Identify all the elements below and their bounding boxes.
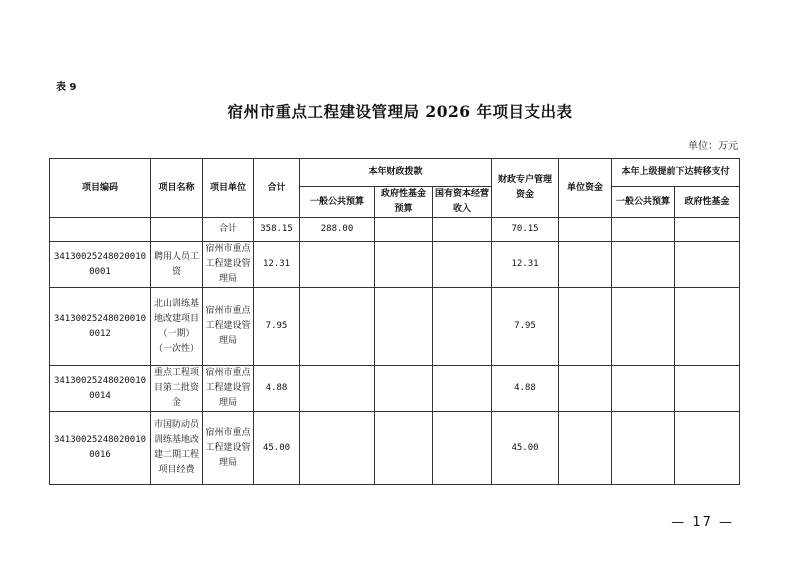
row-total: 45.00 — [254, 412, 300, 485]
summary-special: 70.15 — [492, 218, 559, 242]
table-row — [50, 366, 740, 412]
row-special: 4.88 — [492, 366, 559, 412]
page-number: — 17 — — [671, 515, 734, 530]
row-special: 45.00 — [492, 412, 559, 485]
row-name: 北山训练基地改建项目（一期）（一次性） — [151, 288, 203, 366]
unit-label: 单位：万元 — [688, 141, 738, 152]
summary-general: 288.00 — [300, 218, 375, 242]
header-gov-fund: 政府性基金预算 — [375, 187, 433, 218]
header-transfer-general: 一般公共预算 — [612, 187, 675, 218]
header-unit-funds: 单位资金 — [559, 159, 612, 218]
row-total: 7.95 — [254, 288, 300, 366]
page-title: 宿州市重点工程建设管理局 2026 年项目支出表 — [227, 102, 573, 121]
row-org: 宿州市重点工程建设管理局 — [203, 288, 254, 366]
row-code: 341300252480200100014 — [50, 366, 151, 412]
table-number: 表 9 — [56, 82, 77, 93]
row-total: 12.31 — [254, 242, 300, 288]
header-name: 项目名称 — [151, 159, 203, 218]
header-row-1 — [50, 159, 740, 187]
row-name: 重点工程项目第二批资金 — [151, 366, 203, 412]
header-transfer-group: 本年上级提前下达转移支付 — [612, 159, 740, 187]
header-transfer-gov-fund: 政府性基金 — [675, 187, 740, 218]
header-general: 一般公共预算 — [300, 187, 375, 218]
row-name: 聘用人员工资 — [151, 242, 203, 288]
header-special: 财政专户管理资金 — [492, 159, 559, 218]
header-state-capital: 国有资本经营收入 — [433, 187, 492, 218]
row-code: 341300252480200100016 — [50, 412, 151, 485]
row-special: 7.95 — [492, 288, 559, 366]
summary-total: 358.15 — [254, 218, 300, 242]
summary-row — [50, 218, 740, 242]
row-org: 宿州市重点工程建设管理局 — [203, 412, 254, 485]
row-code: 341300252480200100012 — [50, 288, 151, 366]
row-total: 4.88 — [254, 366, 300, 412]
row-name: 市国防动员训练基地改建二期工程项目经费 — [151, 412, 203, 485]
header-fiscal-group: 本年财政拨款 — [300, 159, 492, 187]
table-row — [50, 242, 740, 288]
table-row — [50, 412, 740, 485]
expenditure-table — [49, 158, 740, 485]
summary-label: 合计 — [203, 218, 254, 242]
row-org: 宿州市重点工程建设管理局 — [203, 366, 254, 412]
header-code: 项目编码 — [50, 159, 151, 218]
row-org: 宿州市重点工程建设管理局 — [203, 242, 254, 288]
header-org: 项目单位 — [203, 159, 254, 218]
table-row — [50, 288, 740, 366]
header-total: 合计 — [254, 159, 300, 218]
row-special: 12.31 — [492, 242, 559, 288]
row-code: 341300252480200100001 — [50, 242, 151, 288]
